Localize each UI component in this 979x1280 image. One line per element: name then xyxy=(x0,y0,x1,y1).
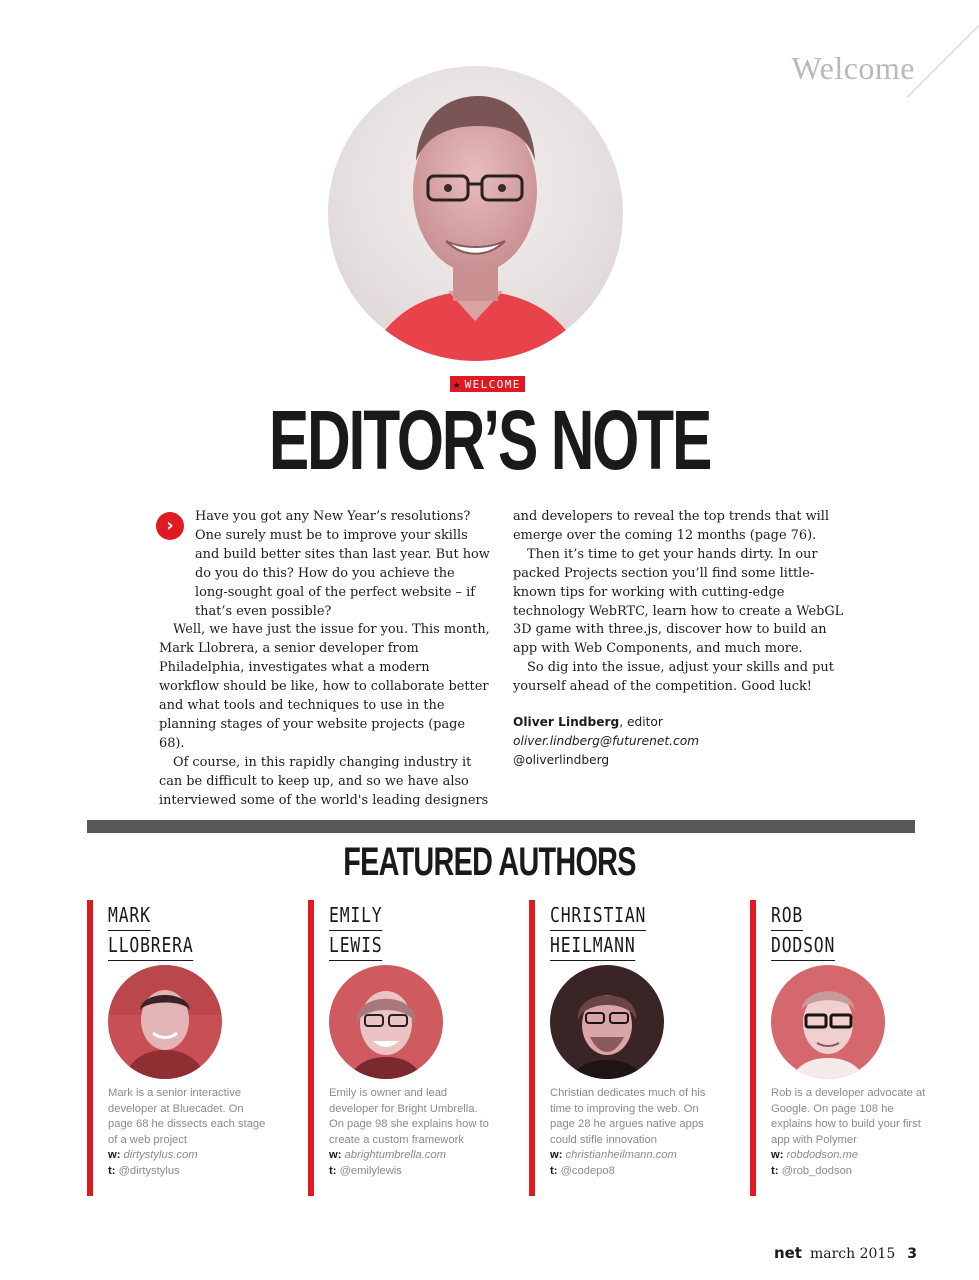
author-accent-bar xyxy=(308,900,314,1196)
author-card-mark-llobrera xyxy=(87,900,266,1196)
author-name: CHRISTIAN HEILMANN xyxy=(550,900,667,960)
author-name: ROB DODSON xyxy=(771,900,849,960)
author-bio: Christian dedicates much of his time to improving the web. On page 28 he argues native apps could stifle innovation w: christianheilmann.com t: @codepo8 xyxy=(550,1087,706,1177)
article-paragraph: Well, we have just the issue for you. This month, Mark Llobrera, a senior developer from Philadelphia, investigates what a modern workflow should be like, how to collaborate better and what tools and techniques to use in the planning stages of your website projects (page 68). xyxy=(159,622,490,751)
magazine-brand: net xyxy=(773,1244,802,1262)
article-paragraph: So dig into the issue, adjust your skills and put yourself ahead of the competition. Good luck! xyxy=(513,660,834,695)
author-bio: Emily is owner and lead developer for Bright Umbrella. On page 98 she explains how to create a custom framework w: abrightumbrella.com t: @emilylewis xyxy=(329,1087,489,1177)
article-paragraph: Have you got any New Year’s resolutions? One surely must be to improve your skills and build better sites than last year. But how do you do this? How do you achieve the long-sought goal of the perfect website – if that’s even possible? xyxy=(195,509,490,619)
author-card-christian-heilmann xyxy=(529,900,706,1196)
section-divider xyxy=(87,820,915,833)
editor-portrait xyxy=(328,66,623,361)
kicker-text: WELCOME xyxy=(464,377,521,391)
star-icon: ★ xyxy=(453,377,462,391)
author-twitter[interactable]: @rob_dodson xyxy=(781,1164,853,1177)
author-photo xyxy=(329,965,443,1079)
editor-twitter[interactable]: @oliverlindberg xyxy=(513,753,610,768)
page-headline: EDITOR’S NOTE xyxy=(268,393,711,487)
editor-name: Oliver Lindberg xyxy=(513,715,620,730)
author-twitter[interactable]: @emilylewis xyxy=(339,1164,402,1177)
corner-decoration xyxy=(906,20,979,98)
author-website[interactable]: robdodson.me xyxy=(786,1149,859,1162)
section-title: Welcome xyxy=(791,50,915,86)
author-name: MARK LLOBRERA xyxy=(108,900,212,960)
kicker-label xyxy=(450,376,525,392)
author-bio: Mark is a senior interactive developer at Bluecadet. On page 68 he dissects each stage of a web project w: dirtystylus.com t: @dirtystylus xyxy=(108,1087,266,1177)
author-website[interactable]: abrightumbrella.com xyxy=(344,1149,446,1162)
author-photo xyxy=(108,965,222,1079)
author-twitter[interactable]: @codepo8 xyxy=(560,1164,615,1177)
author-accent-bar xyxy=(750,900,756,1196)
author-photo xyxy=(771,965,885,1079)
author-website[interactable]: dirtystylus.com xyxy=(123,1149,198,1162)
article-paragraph: and developers to reveal the top trends that will emerge over the coming 12 months (page 76). xyxy=(513,509,829,543)
editor-role: , editor xyxy=(619,715,663,730)
issue-date: march 2015 xyxy=(809,1246,896,1262)
author-bio: Rob is a developer advocate at Google. On page 108 he explains how to build your first app with Polymer w: robdodson.me t: @rob_dodson xyxy=(771,1087,926,1177)
article-paragraph: Of course, in this rapidly changing industry it can be difficult to keep up, and so we have also interviewed some of the world's leading designers xyxy=(159,754,489,808)
author-card-emily-lewis xyxy=(308,900,489,1196)
page-footer xyxy=(774,1244,917,1262)
author-photo xyxy=(550,965,664,1079)
article-column-left xyxy=(159,508,491,811)
article-column-right xyxy=(513,508,845,770)
author-card-rob-dodson xyxy=(750,900,926,1196)
arrow-right-icon: › xyxy=(156,512,184,540)
editor-email[interactable]: oliver.lindberg@futurenet.com xyxy=(513,734,700,749)
page-number: 3 xyxy=(907,1246,917,1262)
author-accent-bar xyxy=(529,900,535,1196)
featured-authors-title: FEATURED AUTHORS xyxy=(343,840,636,884)
editor-signoff xyxy=(513,713,845,770)
article-paragraph: Then it’s time to get your hands dirty. In our packed Projects section you’ll find some little-known tips for working with cutting-edge technology WebRTC, learn how to create a WebGL 3D game with three.js, discover how to build an app with Web Components, and much more. xyxy=(513,546,844,657)
author-twitter[interactable]: @dirtystylus xyxy=(118,1164,180,1177)
author-name: EMILY LEWIS xyxy=(329,900,394,960)
author-accent-bar xyxy=(87,900,93,1196)
author-website[interactable]: christianheilmann.com xyxy=(565,1149,677,1162)
